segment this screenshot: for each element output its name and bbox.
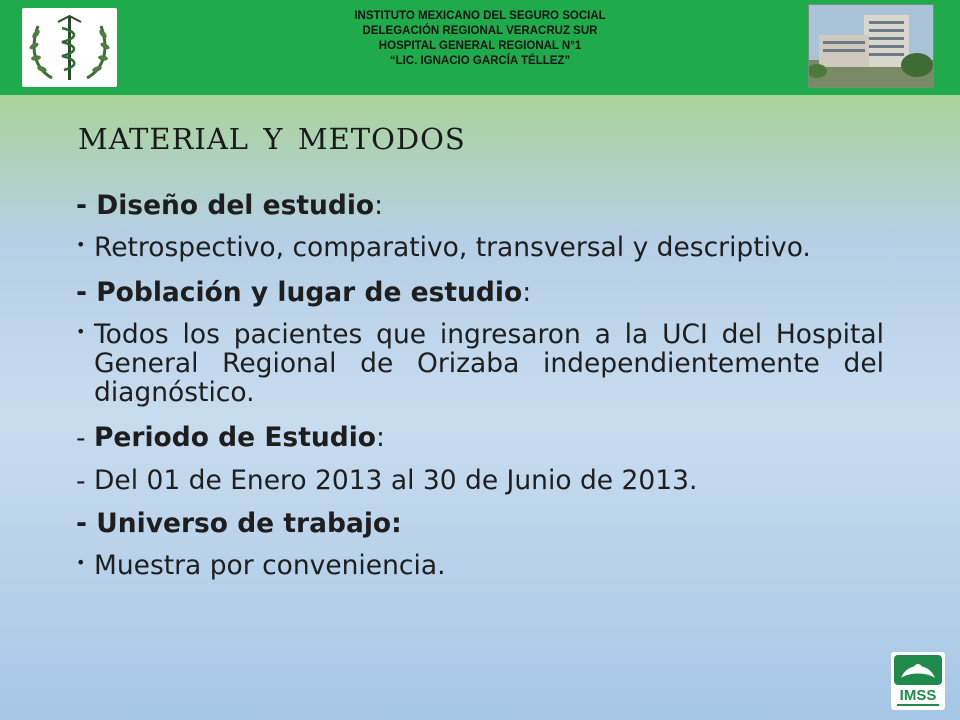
period-heading-colon: : xyxy=(376,422,385,453)
imss-eagle-logo-icon xyxy=(891,652,945,710)
period-dash: - xyxy=(76,423,86,454)
institution-line-3: HOSPITAL GENERAL REGIONAL N°1 xyxy=(378,40,582,52)
list-item xyxy=(76,320,884,407)
period-heading xyxy=(76,423,884,454)
caduceus-laurel-emblem-icon xyxy=(22,8,117,87)
design-heading-colon: : xyxy=(374,190,384,221)
design-heading-text: - Diseño del estudio xyxy=(76,190,375,221)
hospital-building-photo-icon xyxy=(808,4,934,88)
institution-line-4: “LIC. IGNACIO GARCÍA TÉLLEZ” xyxy=(389,55,571,67)
bullet-icon: • xyxy=(76,322,86,341)
bullet-icon: • xyxy=(76,235,86,254)
period-range xyxy=(76,466,884,497)
period-text: Del 01 de Enero 2013 al 30 de Junio de 2013. xyxy=(94,465,698,496)
list-item xyxy=(76,233,884,262)
universe-heading: - Universo de trabajo: xyxy=(76,508,402,539)
population-heading-colon: : xyxy=(522,277,532,308)
slide-body xyxy=(76,191,884,580)
design-description: Retrospectivo, comparativo, transversal y descriptivo. xyxy=(94,232,811,263)
imss-logo-text: IMSS xyxy=(899,687,937,704)
population-heading xyxy=(76,278,884,308)
bullet-icon: • xyxy=(76,553,86,572)
population-description: Todos los pacientes que ingresaron a la UCI del Hospital General Regional de Orizaba independientemente del diagnóstico. xyxy=(94,319,884,408)
period-heading-text: Periodo de Estudio xyxy=(94,422,376,453)
institution-line-2: DELEGACIÓN REGIONAL VERACRUZ SUR xyxy=(362,25,598,37)
header-bar xyxy=(0,0,960,95)
institution-line-1: INSTITUTO MEXICANO DEL SEGURO SOCIAL xyxy=(354,10,606,22)
population-heading-text: - Población y lugar de estudio xyxy=(76,277,523,308)
institution-header-text xyxy=(200,9,760,69)
period-dash-2: - xyxy=(76,466,86,497)
slide-title: material y metodos xyxy=(78,110,466,159)
list-item xyxy=(76,551,884,580)
universe-description: Muestra por conveniencia. xyxy=(94,550,446,581)
design-heading xyxy=(76,191,884,221)
